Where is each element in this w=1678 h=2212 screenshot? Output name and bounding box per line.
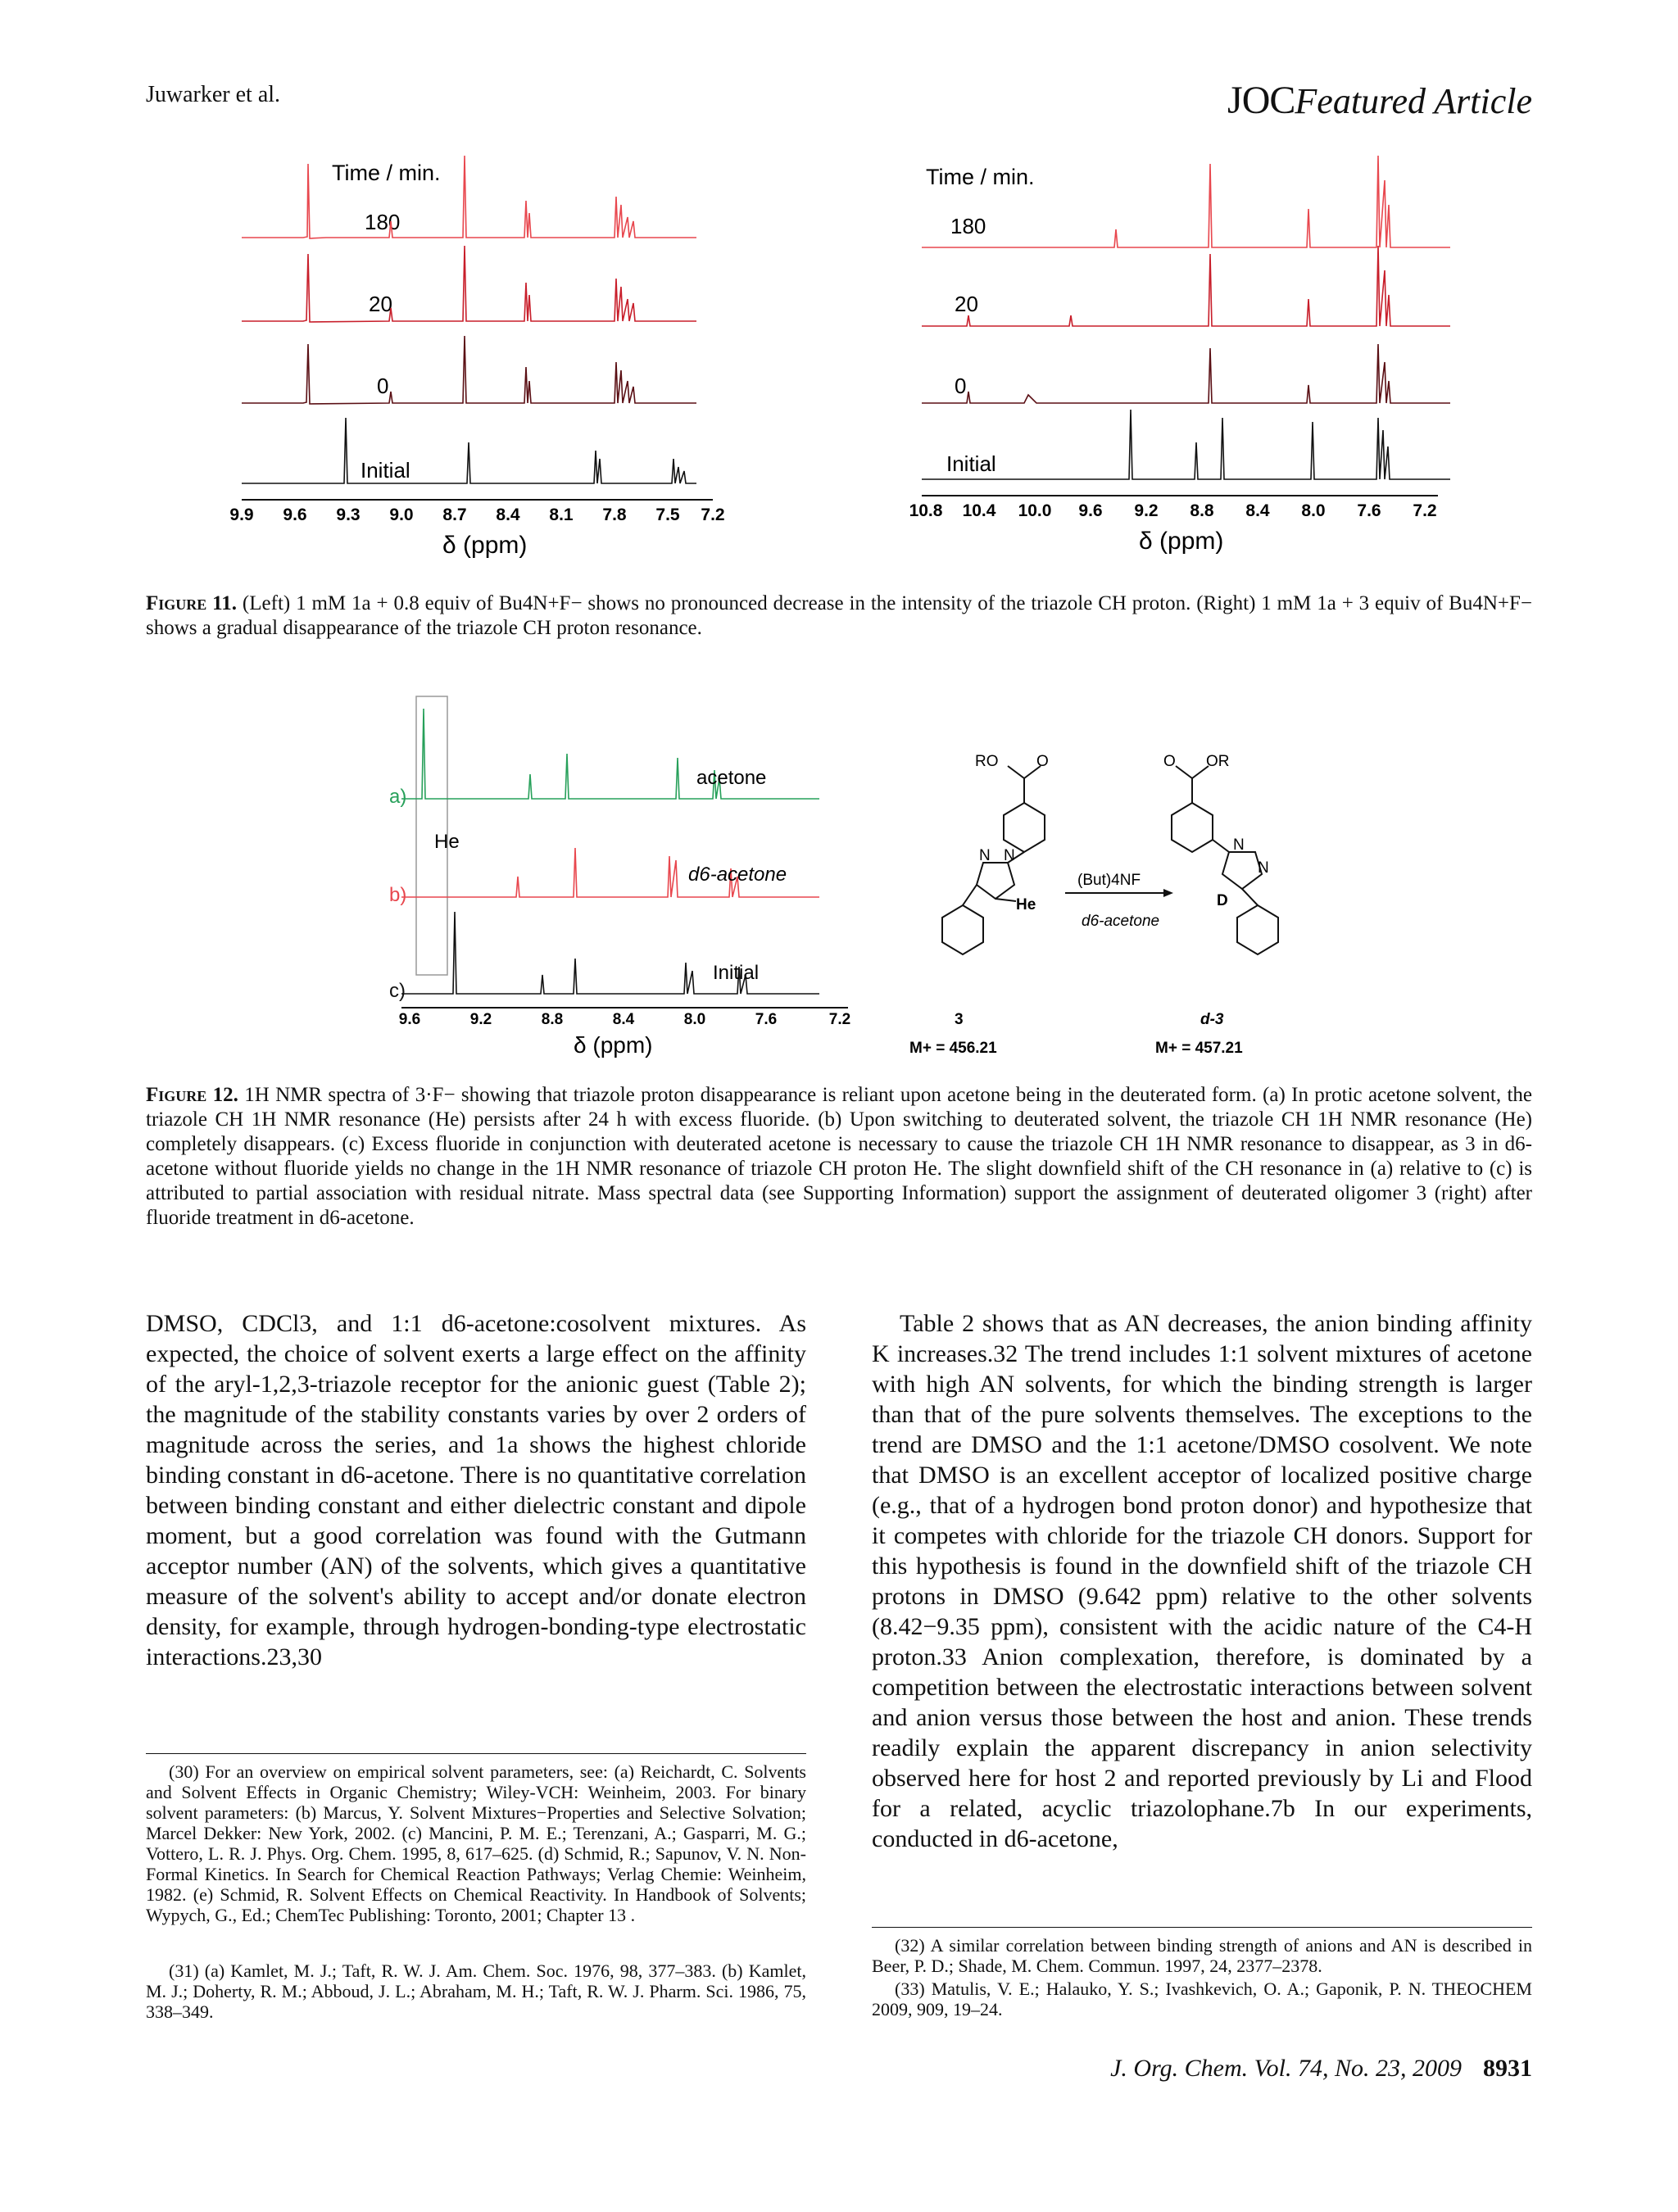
fig12-tick: 8.0: [683, 1011, 706, 1028]
fig11-left-trace-20: [242, 246, 696, 322]
reaction-arrowhead: [1163, 889, 1173, 897]
fig11-right-tick: 9.6: [1078, 501, 1103, 520]
fig11-right-tick: 8.4: [1245, 501, 1270, 520]
fig11-left-trace-initial: [242, 418, 696, 483]
scheme-label-d: D: [1217, 892, 1228, 909]
journal-logo: JOC: [1227, 79, 1295, 122]
fig12-trace-label-initial: Initial: [713, 962, 760, 984]
figure12-caption-text: 1H NMR spectra of 3·F− showing that triazole proton disappearance is reliant upon acetone being in the deuterated form. (a) In protic acetone solvent, the triazole CH 1H NMR resonance (He) persists after 24 h with excess fluoride. (b) Upon switching to deuterated solvent, the triazole CH 1H NMR resonance (He) completely disappears. (c) Excess fluoride in conjunction with deuterated acetone is necessary to cause the triazole CH 1H NMR resonance to disappear, as 3 in d6-acetone without fluoride yields no change in the 1H NMR resonance of triazole CH proton He. The slight downfield shift of the CH resonance in (a) relative to (c) is attributed to partial association with residual nitrate. Mass spectral data (see Supporting Information) support the assignment of deuterated oligomer 3 (right) after fluoride treatment in d6-acetone.: [146, 1084, 1532, 1229]
figure12-reaction-scheme: [885, 741, 1311, 1069]
scheme-label-ro: RO: [975, 753, 999, 770]
fig11-left-tick: 9.9: [229, 505, 254, 524]
fig11-left-tick: 9.3: [336, 505, 361, 524]
fig11-left-axis-ticks: [229, 505, 724, 524]
fig11-left-tick: 9.6: [283, 505, 307, 524]
fig11-left-tick: 7.2: [701, 505, 725, 524]
figure11-caption-label: Figure 11.: [146, 592, 238, 614]
fig12-trace-label-acetone: acetone: [696, 767, 767, 789]
figure11-left-spectra: [221, 147, 795, 565]
fig12-tick: 7.6: [755, 1011, 778, 1028]
fig12-axis-ticks: [399, 1011, 850, 1028]
scheme-label-o-right: O: [1163, 753, 1176, 770]
fig12-row-label-c: c): [389, 980, 406, 1002]
fig11-left-tick: 9.0: [389, 505, 414, 524]
footer-journal-citation: J. Org. Chem. Vol. 74, No. 23, 2009: [1110, 2055, 1462, 2082]
page-footer: [1110, 2055, 1532, 2083]
fig12-row-label-b: b): [389, 884, 407, 906]
footnote-32: (32) A similar correlation between binding strength of anions and AN is described in Beer, P. D.; Shade, M. Chem. Commun. 1997, 24, 2377–2378.: [872, 1935, 1532, 1976]
scheme-label-n2: N: [1004, 847, 1015, 864]
fig11-left-label-0: 0: [377, 374, 389, 398]
fig11-right-label-20: 20: [955, 292, 978, 316]
fig11-left-tick: 8.4: [496, 505, 520, 524]
fig12-row-label-a: a): [389, 786, 407, 808]
scheme-label-n3: N: [1233, 836, 1245, 854]
fig11-left-title: Time / min.: [332, 161, 441, 185]
scheme-reagent: (But)4NF: [1077, 872, 1141, 889]
footnote-rule-right: [872, 1927, 1532, 1928]
fig11-left-trace-0: [242, 336, 696, 404]
fig11-right-title: Time / min.: [926, 165, 1035, 189]
fig11-right-label-0: 0: [955, 374, 967, 398]
page-number: 8931: [1483, 2055, 1532, 2082]
footnote-31: (31) (a) Kamlet, M. J.; Taft, R. W. J. Am. Chem. Soc. 1976, 98, 377–383. (b) Kamlet, M. J.; Doherty, R. M.; Abboud, J. L.; Abraham, M. H.; Taft, R. W. J. Pharm. Sci. 1986, 75, 338–349.: [146, 1960, 806, 2022]
figure11-caption: [146, 592, 1532, 641]
fig11-right-tick: 10.0: [1018, 501, 1052, 520]
running-header-authors: Juwarker et al.: [146, 82, 281, 107]
fig11-left-trace-180: [242, 156, 696, 238]
fig11-left-tick: 8.7: [442, 505, 467, 524]
fig12-tick: 9.2: [469, 1011, 492, 1028]
scheme-compound-3: 3: [955, 1011, 964, 1028]
fig11-right-label-initial: Initial: [946, 451, 996, 476]
fig11-left-traces: [242, 156, 696, 483]
body-text-right-column: Table 2 shows that as AN decreases, the anion binding affinity K increases.32 The trend includes 1:1 solvent mixtures of acetone with high AN solvents, for which the binding strength is larger than that of the pure solvents themselves. The exceptions to the trend are DMSO and the 1:1 acetone/DMSO cosolvent. We note that DMSO is an excellent acceptor of localized positive charge (e.g., that of a hydrogen bond proton donor) and hypothesize that it competes with chloride for the triazole CH donors. Support for this hypothesis is found in the downfield shift of the triazole CH protons in DMSO (9.642 ppm) relative to the other solvents (8.42−9.35 ppm), consistent with the acidic nature of the C4-H proton.33 Anion complexation, therefore, is dominated by a competition between the electrostatic interactions between solvent and anion versus those between the host and anion. These trends readily explain the apparent discrepancy in anion selectivity observed here for host 2 and reported previously by Li and Flood for a related, acyclic triazolophane.7b In our experiments, conducted in d6-acetone,: [872, 1310, 1532, 1852]
fig11-right-axis-ticks: [909, 501, 1437, 520]
fig11-right-trace-0: [922, 344, 1450, 403]
fig11-right-tick: 8.8: [1190, 501, 1214, 520]
fig11-left-label-180: 180: [365, 210, 401, 234]
fig12-he-label: He: [434, 831, 460, 853]
footnote-30: (30) For an overview on empirical solvent parameters, see: (a) Reichardt, C. Solvents and Solvent Effects in Organic Chemistry; Wiley-VCH: Weinheim, 2003. For binary solvent parameters: (b) Marcus, Y. Solvent Mixtures−Properties and Selective Solvation; Marcel Dekker: New York, 2002. (c) Mancini, P. M. E.; Terenzani, A.; Gasparri, M. G.; Vottero, L. R. J. Phys. Org. Chem. 1995, 8, 617–625. (d) Schmid, R.; Sapunov, V. N. Non-Formal Kinetics. In Search for Chemical Reaction Pathways; Verlag Chemie: Weinheim, 1982. (e) Schmid, R. Solvent Effects on Chemical Reactivity. In Handbook of Solvents; Wypych, G., Ed.; ChemTec Publishing: Toronto, 2001; Chapter 13 .: [146, 1761, 806, 1925]
figure11-right-spectra: [901, 147, 1458, 565]
fig11-right-trace-initial: [922, 410, 1450, 479]
scheme-compound-d3: d-3: [1200, 1011, 1224, 1028]
scheme-label-he: He: [1016, 896, 1036, 913]
fig12-tick: 8.8: [541, 1011, 564, 1028]
figure12-spectra: [377, 692, 860, 1069]
fig12-xlabel: δ (ppm): [574, 1032, 653, 1058]
fig12-tick: 9.6: [398, 1011, 421, 1028]
figure12-caption: [146, 1083, 1532, 1231]
fig11-right-traces: [922, 156, 1450, 479]
fig12-tick: 7.2: [828, 1011, 851, 1028]
scheme-solvent: d6-acetone: [1082, 913, 1160, 930]
fig11-left-tick: 7.5: [655, 505, 680, 524]
fig11-left-xlabel: δ (ppm): [442, 532, 528, 559]
footnote-33: (33) Matulis, V. E.; Halauko, Y. S.; Ivashkevich, O. A.; Gaponik, P. N. THEOCHEM 2009, 909, 19–24.: [872, 1979, 1532, 2019]
fig11-right-tick: 10.4: [962, 501, 996, 520]
fig11-right-xlabel: δ (ppm): [1139, 528, 1224, 555]
scheme-mass-3: M+ = 456.21: [909, 1040, 997, 1057]
figure11-caption-text: (Left) 1 mM 1a + 0.8 equiv of Bu4N+F− shows no pronounced decrease in the intensity of the triazole CH proton. (Right) 1 mM 1a + 3 equiv of Bu4N+F− shows a gradual disappearance of the triazole CH proton resonance.: [146, 592, 1533, 639]
section-name: Featured Article: [1295, 81, 1532, 121]
fig11-right-tick: 9.2: [1134, 501, 1159, 520]
fig11-right-tick: 10.8: [909, 501, 943, 520]
scheme-label-or: OR: [1206, 753, 1230, 770]
fig11-right-tick: 8.0: [1301, 501, 1326, 520]
fig12-trace-label-d6-acetone: d6-acetone: [688, 863, 787, 886]
scheme-label-n1: N: [979, 847, 991, 864]
fig11-left-tick: 8.1: [549, 505, 574, 524]
fig11-right-tick: 7.2: [1413, 501, 1437, 520]
fig11-right-label-180: 180: [950, 214, 986, 238]
scheme-label-n4: N: [1258, 859, 1269, 877]
footnote-rule-left: [146, 1753, 806, 1754]
fig11-left-label-initial: Initial: [361, 458, 410, 483]
fig12-traces: [401, 709, 819, 994]
journal-section-header: [1227, 78, 1532, 123]
scheme-mass-d3: M+ = 457.21: [1155, 1040, 1243, 1057]
fig11-left-tick: 7.8: [602, 505, 627, 524]
body-text-left-column: DMSO, CDCl3, and 1:1 d6-acetone:cosolvent mixtures. As expected, the choice of solvent exerts a large effect on the affinity of the aryl-1,2,3-triazole receptor for the anionic guest (Table 2); the magnitude of the stability constants varies by over 2 orders of magnitude across the series, and 1a shows the highest chloride binding constant in d6-acetone. There is no quantitative correlation between binding constant and either dielectric constant and dipole moment, but a good correlation was found with the Gutmann acceptor number (AN) of the solvents, which gives a quantitative measure of the solvent's ability to accept and/or donate electron density, for example, through hydrogen-bonding-type electrostatic interactions.23,30: [146, 1310, 806, 1670]
scheme-label-o-left: O: [1036, 753, 1049, 770]
fig11-left-label-20: 20: [369, 292, 392, 316]
fig11-right-tick: 7.6: [1357, 501, 1381, 520]
figure12-caption-label: Figure 12.: [146, 1084, 238, 1106]
fig11-right-trace-20: [922, 246, 1450, 326]
fig12-tick: 8.4: [612, 1011, 635, 1028]
